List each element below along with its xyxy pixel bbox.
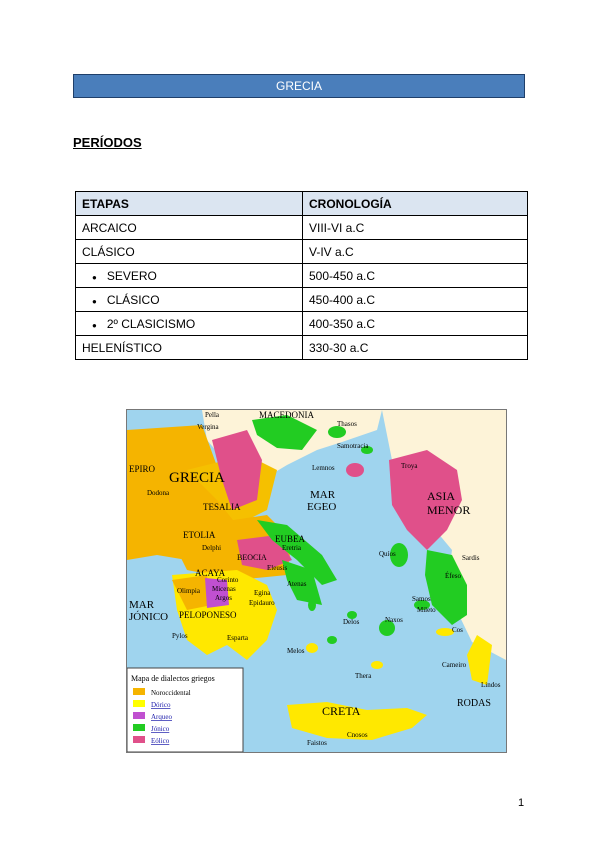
map-place: Atenas — [287, 580, 307, 588]
map-place: Corinto — [217, 576, 239, 584]
map-place: Pylos — [172, 632, 188, 640]
legend-label[interactable]: Eólico — [151, 737, 170, 745]
page-number: 1 — [518, 797, 525, 809]
legend-title: Mapa de dialectos griegos — [131, 674, 215, 683]
etapa-label: CLÁSICO — [82, 244, 135, 259]
map-label-etolia: ETOLIA — [183, 530, 216, 540]
map-place: Lindos — [481, 681, 501, 689]
cronologia-cell: 400-350 a.C — [303, 312, 528, 336]
dialect-map — [126, 409, 507, 753]
map-place: Mileto — [417, 606, 436, 614]
map-place: Epidauro — [249, 599, 275, 607]
table-row — [76, 312, 528, 336]
cronologia-cell: 450-400 a.C — [303, 288, 528, 312]
cronologia-cell: V-IV a.C — [303, 240, 528, 264]
map-place: Troya — [401, 462, 418, 470]
document-title: GRECIA — [275, 79, 322, 93]
map-place: Delos — [343, 618, 360, 626]
map-place: Vergina — [197, 423, 219, 431]
table-row — [76, 288, 528, 312]
table-row — [76, 336, 528, 360]
map-place: Cnosos — [347, 731, 368, 739]
table-header-etapas: ETAPAS — [76, 192, 303, 216]
cyclades-island — [308, 599, 316, 611]
map-place: Naxos — [385, 616, 403, 624]
bullet-icon: ● — [92, 296, 97, 306]
map-place: Eretria — [282, 544, 302, 552]
map-place: Cameiro — [442, 661, 467, 669]
legend-swatch — [133, 712, 145, 719]
bullet-icon: ● — [92, 272, 97, 282]
map-place: Eleusis — [267, 564, 288, 572]
map-place: Melos — [287, 647, 305, 655]
table-header-cronologia: CRONOLOGÍA — [303, 192, 528, 216]
map-place: Thasos — [337, 420, 357, 428]
table-row — [76, 240, 528, 264]
map-place: Egina — [254, 589, 271, 597]
legend-label[interactable]: Jónico — [151, 725, 170, 733]
etapa-cell — [76, 288, 303, 312]
map-place: Olimpia — [177, 587, 200, 595]
map-label-beocia: BEOCIA — [237, 553, 267, 562]
etapa-cell — [76, 336, 303, 360]
etapa-cell — [76, 312, 303, 336]
etapa-label: 2º CLASICISMO — [106, 316, 196, 331]
map-place: Dodona — [147, 489, 170, 497]
section-heading-periodos: PERÍODOS — [73, 135, 142, 150]
map-label-grecia: GRECIA — [169, 470, 225, 486]
map-label-mar-egeo-1: MAR — [310, 489, 336, 501]
map-label-mar-egeo-2: EGEO — [307, 501, 337, 513]
map-label-mar-jonico-1: MAR — [129, 599, 155, 611]
etapa-label: ARCAICO — [82, 220, 137, 235]
etapa-cell — [76, 264, 303, 288]
cronologia-cell: 500-450 a.C — [303, 264, 528, 288]
etapa-cell — [76, 216, 303, 240]
table-row — [76, 216, 528, 240]
table-header-row — [76, 192, 528, 216]
legend-swatch — [133, 688, 145, 695]
map-place: Lemnos — [312, 464, 335, 472]
map-label-asia: ASIA — [427, 489, 456, 503]
map-label-epiro: EPIRO — [129, 464, 156, 474]
map-place: Argos — [215, 594, 232, 602]
map-place: Samos — [412, 595, 431, 603]
legend-label[interactable]: Dórico — [151, 701, 171, 709]
map-place: Sardis — [462, 554, 480, 562]
map-label-macedonia: MACEDONIA — [259, 410, 314, 420]
map-place: Éfeso — [445, 572, 461, 580]
cronologia-cell: VIII-VI a.C — [303, 216, 528, 240]
etapa-label: SEVERO — [106, 268, 157, 283]
lesbos-island — [393, 482, 421, 502]
legend-label[interactable]: Arqueo — [151, 713, 172, 721]
map-label-menor: MENOR — [427, 503, 471, 517]
cronologia-cell: 330-30 a.C — [303, 336, 528, 360]
lemnos-island — [346, 463, 364, 477]
etapa-cell — [76, 240, 303, 264]
melos-island — [306, 643, 318, 653]
bullet-icon: ● — [92, 320, 97, 330]
legend-swatch — [133, 736, 145, 743]
map-place: Cos — [452, 626, 463, 634]
map-label-rodas: RODAS — [457, 698, 491, 709]
map-place: Faistos — [307, 739, 327, 747]
table-body — [76, 216, 528, 360]
legend-swatch — [133, 700, 145, 707]
map-legend — [127, 668, 243, 752]
map-place: Samotracia — [337, 442, 369, 450]
thera-island — [371, 661, 383, 669]
cyclades-island — [327, 636, 337, 644]
map-place: Quíos — [379, 550, 396, 558]
map-label-mar-jonico-2: JÓNICO — [129, 611, 169, 623]
map-place: Delphi — [202, 544, 222, 552]
periods-table — [75, 191, 528, 360]
legend-label: Noroccidental — [151, 689, 191, 697]
legend-swatch — [133, 724, 145, 731]
map-place: Esparta — [227, 634, 248, 642]
map-label-peloponeso: PELOPONESO — [179, 610, 237, 620]
map-label-eubea: EUBEA — [275, 534, 305, 544]
map-place: Pella — [205, 411, 219, 419]
table-row — [76, 264, 528, 288]
map-label-acaya: ACAYA — [195, 568, 226, 578]
map-label-tesalia: TESALIA — [203, 502, 241, 512]
map-label-creta: CRETA — [322, 704, 361, 718]
etapa-label: HELENÍSTICO — [82, 340, 163, 355]
map-place: Micenas — [212, 585, 236, 593]
document-title-bar — [73, 74, 525, 98]
etapa-label: CLÁSICO — [106, 292, 160, 307]
map-place: Thera — [355, 672, 372, 680]
